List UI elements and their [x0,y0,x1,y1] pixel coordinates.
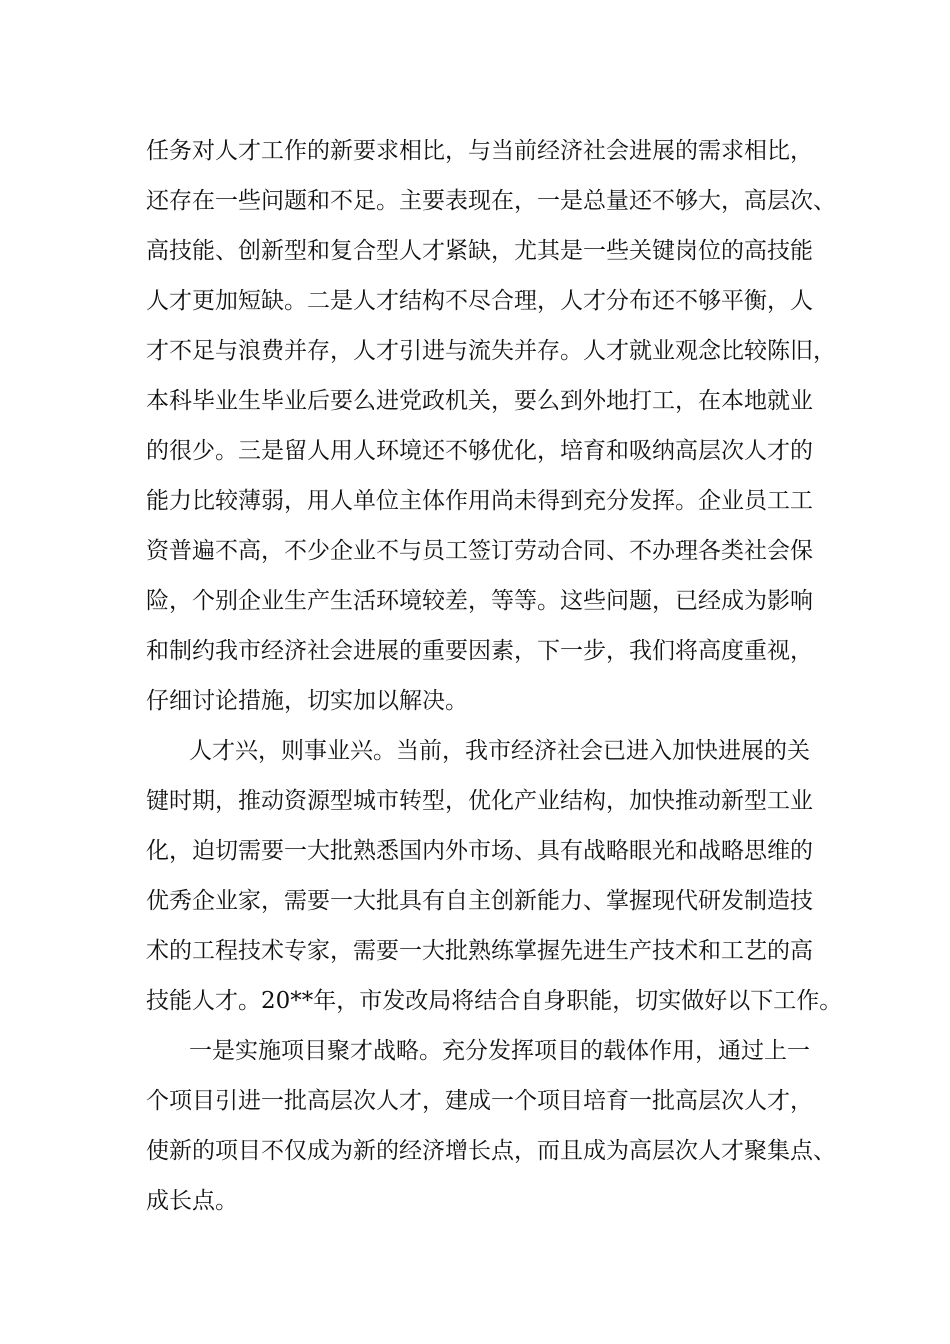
text-line: 成长点。 [146,1188,238,1214]
text-line: 高技能、创新型和复合型人才紧缺，尤其是一些关键岗位的高技能 [146,238,813,264]
text-line: 使新的项目不仅成为新的经济增长点，而且成为高层次人才聚集点、 [146,1138,836,1164]
text-line: 优秀企业家，需要一大批具有自主创新能力、掌握现代研发制造技 [146,888,813,914]
text-line: 化，迫切需要一大批熟悉国内外市场、具有战略眼光和战略思维的 [146,838,813,864]
text-line: 人才更加短缺。二是人才结构不尽合理，人才分布还不够平衡，人 [146,288,813,314]
text-line: 还存在一些问题和不足。主要表现在，一是总量还不够大，高层次、 [146,188,836,214]
text-line: 术的工程技术专家，需要一大批熟练掌握先进生产技术和工艺的高 [146,938,813,964]
text-line: 技能人才。20**年，市发改局将结合自身职能，切实做好以下工作。 [146,988,843,1014]
text-line: 和制约我市经济社会进展的重要因素，下一步，我们将高度重视， [146,638,813,664]
text-line: 任务对人才工作的新要求相比，与当前经济社会进展的需求相比， [146,138,813,164]
text-line: 资普遍不高，不少企业不与员工签订劳动合同、不办理各类社会保 [146,538,813,564]
text-line: 键时期，推动资源型城市转型，优化产业结构，加快推动新型工业 [146,788,813,814]
paragraph-first-line: 人才兴，则事业兴。当前，我市经济社会已进入加快进展的关 [189,738,810,764]
paragraph-first-line: 一是实施项目聚才战略。充分发挥项目的载体作用，通过上一 [189,1038,810,1064]
text-line: 仔细讨论措施，切实加以解决。 [146,688,468,714]
text-line: 才不足与浪费并存，人才引进与流失并存。人才就业观念比较陈旧， [146,338,836,364]
text-line: 个项目引进一批高层次人才，建成一个项目培育一批高层次人才， [146,1088,813,1114]
text-line: 的很少。三是留人用人环境还不够优化，培育和吸纳高层次人才的 [146,438,813,464]
text-line: 本科毕业生毕业后要么进党政机关，要么到外地打工，在本地就业 [146,388,813,414]
text-line: 险，个别企业生产生活环境较差，等等。这些问题，已经成为影响 [146,588,813,614]
text-line: 能力比较薄弱，用人单位主体作用尚未得到充分发挥。企业员工工 [146,488,813,514]
